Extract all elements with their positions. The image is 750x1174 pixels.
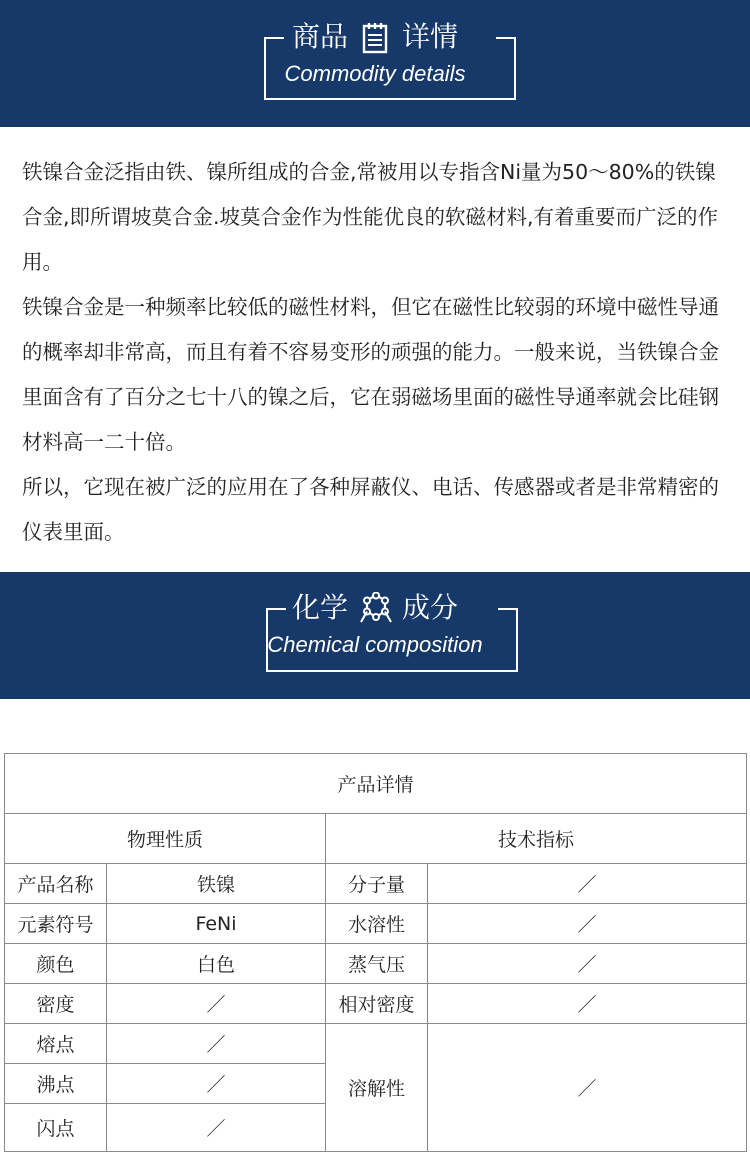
property-label: 产品名称 [5,864,107,904]
banner-title [0,590,750,626]
property-value: ／ [107,1024,326,1064]
property-value: ／ [107,984,326,1024]
property-value: ／ [428,1024,747,1152]
property-value: 铁镍 [107,864,326,904]
table-row [5,1024,747,1064]
banner-title-right: 成分 [402,591,459,624]
property-label: 颜色 [5,944,107,984]
property-label: 沸点 [5,1064,107,1104]
property-value: ／ [428,864,747,904]
table-row [5,864,747,904]
table-row [5,904,747,944]
property-label: 分子量 [326,864,428,904]
property-label: 水溶性 [326,904,428,944]
product-description [22,150,734,555]
banner-title-left: 化学 [291,591,348,624]
notepad-icon [358,21,392,55]
banner-title [0,19,750,55]
property-value: ／ [428,904,747,944]
property-label: 相对密度 [326,984,428,1024]
property-label: 熔点 [5,1024,107,1064]
property-label: 元素符号 [5,904,107,944]
property-value: ／ [107,1064,326,1104]
molecule-icon [358,592,392,626]
property-label: 溶解性 [326,1024,428,1152]
spec-table [4,753,747,1152]
property-label: 蒸气压 [326,944,428,984]
banner-subtitle: Commodity details [284,61,466,86]
group-header-physical: 物理性质 [5,814,326,864]
header-banner-commodity [0,0,750,127]
banner-subtitle: Chemical composition [267,632,483,657]
property-value: ／ [428,944,747,984]
property-value: 白色 [107,944,326,984]
description-paragraph: 所以，它现在被广泛的应用在了各种屏蔽仪、电话、传感器或者是非常精密的仪表里面。 [22,475,719,544]
banner-title-left: 商品 [291,20,348,53]
table-title: 产品详情 [5,754,747,814]
property-label: 闪点 [5,1104,107,1152]
description-paragraph: 铁镍合金是一种频率比较低的磁性材料，但它在磁性比较弱的环境中磁性导通的概率却非常高，而且有着不容易变形的顽强的能力。一般来说，当铁镍合金里面含有了百分之七十八的镍之后，它在弱磁场里面的磁性导通率就会比硅钢材料高一二十倍。 [22,295,719,454]
description-paragraph: 铁镍合金泛指由铁、镍所组成的合金,常被用以专指含Ni量为50～80%的铁镍合金,即所谓坡莫合金.坡莫合金作为性能优良的软磁材料,有着重要而广泛的作用。 [22,160,719,274]
property-value: ／ [107,1104,326,1152]
group-header-technical: 技术指标 [326,814,747,864]
property-label: 密度 [5,984,107,1024]
table-row [5,984,747,1024]
banner-title-right: 详情 [402,20,459,53]
property-value: ／ [428,984,747,1024]
table-row [5,944,747,984]
property-value: FeNi [107,904,326,944]
